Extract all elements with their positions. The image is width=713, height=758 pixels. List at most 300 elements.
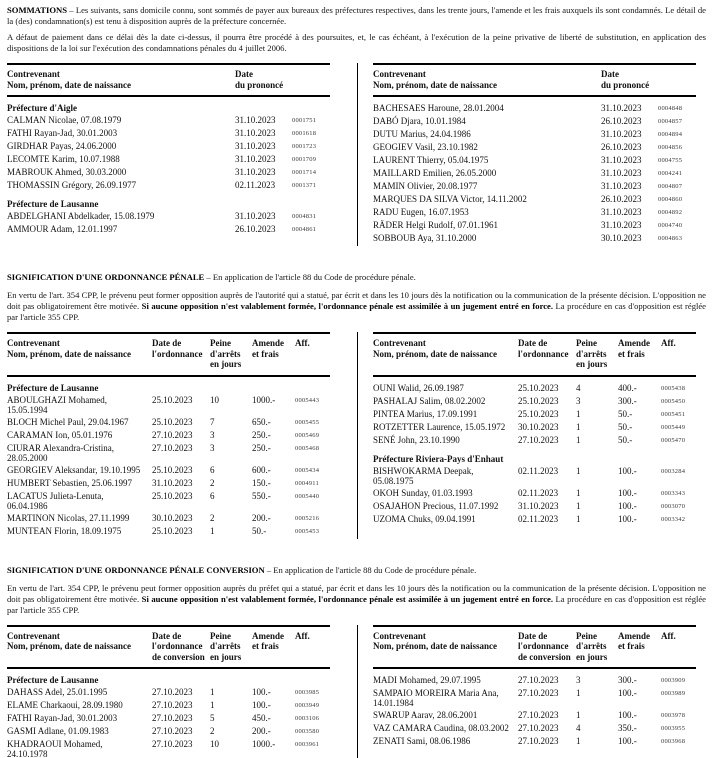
- column-header-amende: Amende et frais: [252, 630, 284, 651]
- cell-date: 25.10.2023: [152, 525, 193, 536]
- ordonnance-conversion-section: [7, 565, 706, 758]
- cell-name: DAHASS Adel, 25.01.1995: [7, 687, 108, 697]
- conversion-legal-notice: [7, 583, 706, 616]
- table-row: [7, 417, 330, 428]
- cell-peine: 1: [210, 525, 215, 536]
- cell-name: OUNI Walid, 26.09.1987: [373, 382, 464, 393]
- cell-peine: 10: [210, 394, 219, 405]
- cell-amende: 200.-: [252, 726, 271, 736]
- cell-date: 26.10.2023: [601, 116, 642, 126]
- cell-aff: 0005450: [661, 397, 686, 405]
- cell-date: 31.10.2023: [601, 220, 642, 230]
- cell-name: BLOCH Michel Paul, 29.04.1967: [7, 416, 129, 427]
- cell-amende: 150.-: [252, 477, 271, 488]
- cell-amende: 100.-: [618, 710, 637, 720]
- cell-peine: 1: [576, 513, 581, 524]
- table-header-row: [373, 625, 696, 670]
- table-row: [373, 220, 696, 231]
- cell-aff: 0003978: [661, 712, 686, 719]
- cell-amende: 100.-: [618, 736, 637, 746]
- prefecture-group-label: Préfecture Riviera-Pays d'Enhaut: [373, 453, 504, 464]
- cell-date: 31.10.2023: [601, 129, 642, 139]
- cell-date: 31.10.2023: [601, 207, 642, 217]
- table-row: [373, 155, 696, 166]
- column-header-aff: Aff.: [661, 338, 676, 348]
- conversion-title: SIGNIFICATION D'UNE ORDONNANCE PÉNALE CONVERSION: [7, 564, 265, 575]
- table-row: [373, 168, 696, 179]
- cell-aff: 0005434: [295, 466, 320, 474]
- ordonnance-notice-bold: Si aucune opposition n'est valablement formée, l'ordonnance pénale est assimilée à un jugement entré en force.: [141, 301, 554, 311]
- cell-name: OKOH Sunday, 01.03.1993: [373, 487, 473, 498]
- sommations-payment-notice: A défaut de paiement dans ce délai dès la date ci-dessus, il pourra être procédé à des poursuites, et, le cas échéant, à l'exécution de la peine privative de liberté de substitution, en application des dispositions de la loi sur l'exécution des condamnations pénales du 4 juillet 2006.: [7, 32, 706, 53]
- cell-date: 02.11.2023: [518, 513, 559, 524]
- cell-peine: 2: [210, 512, 215, 523]
- cell-amende: 100.-: [252, 687, 271, 697]
- cell-name: THOMASSIN Grégory, 26.09.1977: [7, 180, 137, 190]
- cell-name: RÄDER Helgi Rudolf, 07.01.1961: [373, 220, 498, 230]
- cell-name: GEORGIEV Aleksandar, 19.10.1995: [7, 464, 141, 475]
- table-body: [373, 97, 696, 244]
- cell-amende: 300.-: [618, 395, 637, 406]
- cell-name: GIRDHAR Payas, 24.06.2000: [7, 141, 117, 151]
- cell-amende: 1000.-: [252, 394, 276, 405]
- table-row: [7, 687, 330, 698]
- cell-date: 25.10.2023: [152, 416, 193, 427]
- cell-aff: 0003985: [295, 689, 320, 696]
- cell-peine: 5: [210, 713, 215, 723]
- table-row: [373, 207, 696, 218]
- conversion-notice-end: La procédure en cas d'opposition est réglée par l'article 355 CPP.: [7, 593, 707, 615]
- table-row: [7, 167, 330, 178]
- ordonnance-title-line: [7, 272, 706, 283]
- cell-aff: 0005468: [295, 444, 320, 452]
- column-header-amende: Amende et frais: [618, 338, 650, 359]
- column-header-date: Date de l'ordonnance de conversion: [152, 630, 205, 662]
- table-row: [373, 688, 696, 708]
- ordonnance-notice-start: En vertu de l'art. 354 CPP, le prévenu peut former opposition auprès de l'autorité qui a statué, par écrit et dans les 10 jours dès la notification ou la communication de la présente décision. L'opposition ne doit pas obligatoirement être motivée.: [7, 290, 706, 311]
- cell-amende: 100.-: [618, 500, 637, 511]
- cell-amende: 50.-: [618, 408, 633, 419]
- prefecture-group-label: Préfecture de Lausanne: [7, 675, 99, 685]
- table-row: [7, 395, 330, 415]
- cell-aff: 0003955: [661, 725, 686, 732]
- table-header-row: [7, 63, 330, 97]
- cell-aff: 0004861: [292, 226, 317, 233]
- column-header-name: Contrevenant Nom, prénom, date de naissance: [7, 69, 131, 90]
- cell-aff: 0001751: [292, 117, 317, 124]
- cell-amende: 200.-: [252, 512, 271, 523]
- column-header-date: Date de l'ordonnance de conversion: [518, 630, 571, 662]
- sommations-table: [7, 63, 706, 246]
- cell-aff: 0001709: [292, 156, 317, 163]
- table-row: [373, 435, 696, 446]
- cell-name: AMMOUR Adam, 12.01.1997: [7, 224, 118, 234]
- table-row: [373, 142, 696, 153]
- column-header-peine: Peine d'arrêts en jours: [576, 630, 608, 662]
- cell-date: 25.10.2023: [518, 395, 559, 406]
- ordonnance-legal-notice: [7, 290, 706, 323]
- cell-aff: 0003968: [661, 738, 686, 745]
- cell-aff: 0001371: [292, 182, 317, 189]
- cell-amende: 250.-: [252, 442, 271, 453]
- cell-aff: 0005453: [295, 527, 320, 535]
- cell-name: FATHI Rayan-Jad, 30.01.2003: [7, 128, 118, 138]
- table-left-half: [7, 63, 330, 246]
- cell-peine: 7: [210, 416, 215, 427]
- table-row: [373, 675, 696, 686]
- cell-amende: 100.-: [618, 465, 637, 476]
- cell-aff: 0004911: [295, 479, 319, 487]
- sommations-intro-text: – Les suivants, sans domicile connu, sont sommés de payer aux bureaux des préfectures respectives, dans les trente jours, l'amende et les frais auxquels ils sont condamnés. Le détail de la (des) condamnation(s) est tenu à disposition auprès de la préfecture concernée.: [7, 5, 706, 26]
- table-row: [7, 211, 330, 222]
- ordonnance-notice-end: La procédure en cas d'opposition est réglée par l'article 355 CPP.: [7, 301, 707, 322]
- table-body: [373, 377, 696, 525]
- cell-name: ABOULGHAZI Mohamed, 15.05.1994: [7, 394, 107, 415]
- cell-name: LAURENT Thierry, 05.04.1975: [373, 155, 489, 165]
- table-row: [7, 478, 330, 489]
- ordonnance-title-rest: – En application de l'article 88 du Code de procédure pénale.: [204, 272, 416, 282]
- table-row: [7, 154, 330, 165]
- cell-date: 27.10.2023: [518, 736, 559, 746]
- cell-name: LACATUS Julieta-Lenuta, 06.04.1986: [7, 490, 104, 511]
- cell-aff: 0005451: [661, 410, 686, 418]
- cell-date: 31.10.2023: [601, 181, 642, 191]
- cell-date: 27.10.2023: [518, 434, 559, 445]
- cell-aff: 0005440: [295, 492, 320, 500]
- cell-date: 02.11.2023: [518, 487, 559, 498]
- table-row: [7, 430, 330, 441]
- cell-date: 31.10.2023: [235, 115, 276, 125]
- table-row: [7, 491, 330, 511]
- column-header-name: Contrevenant Nom, prénom, date de naissance: [373, 630, 497, 651]
- prefecture-group-label: Préfecture de Lausanne: [7, 199, 99, 209]
- cell-amende: 600.-: [252, 464, 271, 475]
- table-row: [373, 466, 696, 486]
- cell-date: 27.10.2023: [152, 700, 193, 710]
- column-header-date: Date du prononcé: [235, 69, 284, 90]
- table-row: [7, 513, 330, 524]
- cell-amende: 250.-: [252, 429, 271, 440]
- table-row: [7, 115, 330, 126]
- cell-peine: 1: [576, 500, 581, 511]
- cell-aff: 0003284: [661, 467, 686, 475]
- cell-peine: 10: [210, 739, 219, 749]
- table-right-half: [373, 63, 696, 246]
- table-body: [7, 97, 330, 235]
- cell-date: 25.10.2023: [518, 408, 559, 419]
- cell-date: 27.10.2023: [152, 429, 193, 440]
- cell-name: ELAME Charkaoui, 28.09.1980: [7, 700, 123, 710]
- cell-name: VAZ CAMARA Caudina, 08.03.2002: [373, 723, 509, 733]
- cell-peine: 3: [210, 442, 215, 453]
- cell-amende: 100.-: [618, 487, 637, 498]
- cell-name: BACHESAES Haroune, 28.01.2004: [373, 103, 504, 113]
- cell-name: DABÓ Djara, 10.01.1984: [373, 116, 466, 126]
- table-row: [373, 233, 696, 244]
- cell-peine: 6: [210, 464, 215, 475]
- table-row: [7, 713, 330, 724]
- cell-aff: 0003989: [661, 690, 686, 697]
- cell-aff: 0005216: [295, 514, 320, 522]
- cell-date: 31.10.2023: [235, 154, 276, 164]
- cell-peine: 2: [210, 726, 215, 736]
- cell-aff: 0004848: [658, 105, 683, 112]
- cell-amende: 400.-: [618, 382, 637, 393]
- cell-peine: 4: [576, 723, 581, 733]
- table-row: [373, 723, 696, 734]
- cell-name: MUNTEAN Florin, 18.09.1975: [7, 525, 122, 536]
- cell-date: 31.10.2023: [601, 155, 642, 165]
- cell-date: 26.10.2023: [601, 194, 642, 204]
- cell-peine: 3: [576, 395, 581, 406]
- table-row: [373, 181, 696, 192]
- table-body: [373, 669, 696, 747]
- table-right-half: [373, 625, 696, 758]
- cell-name: GASMI Adlane, 01.09.1983: [7, 726, 109, 736]
- cell-date: 27.10.2023: [518, 723, 559, 733]
- table-row: [373, 383, 696, 394]
- column-header-amende: Amende et frais: [252, 338, 284, 359]
- cell-name: ZENATI Sami, 08.06.1986: [373, 736, 471, 746]
- cell-aff: 0004241: [658, 170, 683, 177]
- table-row: [7, 224, 330, 235]
- cell-date: 27.10.2023: [518, 688, 559, 698]
- cell-name: OSAJAHON Precious, 11.07.1992: [373, 500, 499, 511]
- column-header-peine: Peine d'arrêts en jours: [210, 338, 242, 369]
- cell-name: SOBBOUB Aya, 31.10.2000: [373, 233, 477, 243]
- column-header-aff: Aff.: [295, 630, 310, 641]
- cell-aff: 0001714: [292, 169, 317, 176]
- cell-date: 02.11.2023: [518, 465, 559, 476]
- table-row: [7, 726, 330, 737]
- cell-peine: 1: [576, 465, 581, 476]
- cell-aff: 0004863: [658, 235, 683, 242]
- cell-aff: 0005443: [295, 396, 320, 404]
- cell-peine: 1: [576, 421, 581, 432]
- cell-date: 25.10.2023: [518, 382, 559, 393]
- cell-date: 31.10.2023: [518, 500, 559, 511]
- cell-date: 27.10.2023: [152, 687, 193, 697]
- cell-amende: 100.-: [618, 688, 637, 698]
- conversion-notice-bold: Si aucune opposition n'est valablement formée, l'ordonnance pénale est assimilée à un jugement entré en force.: [141, 593, 554, 604]
- cell-date: 25.10.2023: [152, 464, 193, 475]
- cell-peine: 1: [576, 408, 581, 419]
- table-row: [7, 141, 330, 152]
- column-header-peine: Peine d'arrêts en jours: [210, 630, 242, 662]
- cell-name: CIURAR Alexandra-Cristina, 28.05.2000: [7, 442, 114, 463]
- cell-date: 26.10.2023: [235, 224, 276, 234]
- cell-date: 27.10.2023: [152, 713, 193, 723]
- cell-name: GEOGIEV Vasil, 23.10.1982: [373, 142, 478, 152]
- cell-aff: 0003070: [661, 502, 686, 510]
- ordonnance-title: SIGNIFICATION D'UNE ORDONNANCE PÉNALE: [7, 272, 205, 282]
- cell-amende: 550.-: [252, 490, 271, 501]
- table-row: [373, 194, 696, 205]
- cell-name: MABROUK Ahmed, 30.03.2000: [7, 167, 127, 177]
- cell-peine: 2: [210, 477, 215, 488]
- cell-aff: 0003106: [295, 715, 320, 722]
- cell-aff: 0003343: [661, 489, 686, 497]
- table-row: [7, 465, 330, 476]
- cell-name: SENÉ John, 23.10.1990: [373, 434, 460, 445]
- sommations-intro-paragraph: [7, 5, 706, 27]
- cell-aff: 0004755: [658, 157, 683, 164]
- cell-date: 31.10.2023: [152, 477, 193, 488]
- cell-aff: 0003961: [295, 741, 320, 748]
- cell-name: SAMPAIO MOREIRA Maria Ana, 14.01.1984: [373, 688, 499, 708]
- cell-date: 27.10.2023: [152, 739, 193, 749]
- cell-peine: 1: [576, 736, 581, 746]
- cell-peine: 1: [210, 700, 215, 710]
- column-header-peine: Peine d'arrêts en jours: [576, 338, 608, 369]
- cell-aff: 0004740: [658, 222, 683, 229]
- column-header-date: Date de l'ordonnance: [152, 338, 203, 359]
- cell-date: 25.10.2023: [152, 490, 193, 501]
- table-left-half: [7, 332, 330, 539]
- cell-amende: 100.-: [252, 700, 271, 710]
- table-row: [373, 488, 696, 499]
- column-header-amende: Amende et frais: [618, 630, 650, 651]
- column-header-name: Contrevenant Nom, prénom, date de naissance: [7, 338, 131, 359]
- cell-name: RADU Eugen, 16.07.1953: [373, 207, 469, 217]
- cell-peine: 4: [576, 382, 581, 393]
- cell-aff: 0003580: [295, 728, 320, 735]
- table-row: [373, 129, 696, 140]
- cell-date: 27.10.2023: [518, 675, 559, 685]
- cell-aff: 0001723: [292, 143, 317, 150]
- column-header-name: Contrevenant Nom, prénom, date de naissance: [373, 69, 497, 90]
- table-right-half: [373, 332, 696, 539]
- cell-date: 30.10.2023: [601, 233, 642, 243]
- cell-amende: 350.-: [618, 723, 637, 733]
- cell-aff: 0003949: [295, 702, 320, 709]
- cell-peine: 6: [210, 490, 215, 501]
- sommations-title: SOMMATIONS: [7, 5, 68, 15]
- cell-date: 30.10.2023: [518, 421, 559, 432]
- cell-aff: 0004894: [658, 131, 683, 138]
- ordonnance-table: [7, 332, 706, 539]
- column-header-aff: Aff.: [661, 630, 676, 641]
- table-row: [373, 409, 696, 420]
- cell-name: UZOMA Chuks, 09.04.1991: [373, 513, 476, 524]
- cell-aff: 0005438: [661, 384, 686, 392]
- cell-date: 31.10.2023: [235, 128, 276, 138]
- cell-amende: 50.-: [618, 421, 633, 432]
- table-left-half: [7, 625, 330, 758]
- cell-name: MARQUES DA SILVA Victor, 14.11.2002: [373, 194, 527, 204]
- table-row: [7, 526, 330, 537]
- table-body: [7, 377, 330, 537]
- table-row: [373, 422, 696, 433]
- column-header-aff: Aff.: [295, 338, 310, 348]
- table-row: [7, 180, 330, 191]
- prefecture-group-label: Préfecture de Lausanne: [7, 382, 99, 393]
- cell-peine: 3: [210, 429, 215, 440]
- cell-date: 25.10.2023: [152, 394, 193, 405]
- cell-name: MAILLARD Emilien, 26.05.2000: [373, 168, 497, 178]
- prefecture-group-label: Préfecture d'Aigle: [7, 103, 78, 113]
- cell-aff: 0001618: [292, 130, 317, 137]
- column-header-date: Date de l'ordonnance: [518, 338, 569, 359]
- cell-aff: 0004857: [658, 118, 683, 125]
- cell-peine: 1: [210, 687, 215, 697]
- cell-name: LECOMTE Karim, 10.07.1988: [7, 154, 120, 164]
- table-row: [7, 443, 330, 463]
- cell-aff: 0004807: [658, 183, 683, 190]
- cell-aff: 0004860: [658, 196, 683, 203]
- cell-date: 27.10.2023: [152, 442, 193, 453]
- cell-peine: 1: [576, 710, 581, 720]
- cell-peine: 1: [576, 688, 581, 698]
- cell-date: 31.10.2023: [235, 167, 276, 177]
- cell-name: FATHI Rayan-Jad, 30.01.2003: [7, 713, 118, 723]
- table-row: [373, 501, 696, 512]
- table-row: [7, 739, 330, 758]
- cell-date: 02.11.2023: [235, 180, 276, 190]
- table-row: [373, 514, 696, 525]
- cell-name: CALMAN Nicolae, 07.08.1979: [7, 115, 122, 125]
- cell-amende: 300.-: [618, 675, 637, 685]
- cell-peine: 3: [576, 675, 581, 685]
- table-header-row: [7, 332, 330, 377]
- cell-amende: 50.-: [252, 525, 267, 536]
- conversion-title-rest: – En application de l'article 88 du Code de procédure pénale.: [264, 564, 477, 575]
- ordonnance-penale-section: [7, 272, 706, 539]
- cell-aff: 0004892: [658, 209, 683, 216]
- table-body: [7, 669, 330, 758]
- cell-name: DUTU Marius, 24.04.1986: [373, 129, 471, 139]
- cell-name: CARAMAN Ion, 05.01.1976: [7, 429, 113, 440]
- cell-name: BISHWOKARMA Deepak, 05.08.1975: [373, 465, 474, 486]
- cell-date: 30.10.2023: [152, 512, 193, 523]
- cell-name: PINTEA Marius, 17.09.1991: [373, 408, 478, 419]
- cell-name: KHADRAOUI Mohamed, 24.10.1978: [7, 739, 103, 758]
- table-row: [7, 128, 330, 139]
- cell-date: 27.10.2023: [518, 710, 559, 720]
- cell-aff: 0003909: [661, 677, 686, 684]
- conversion-table: [7, 625, 706, 758]
- table-row: [373, 103, 696, 114]
- cell-aff: 0005455: [295, 418, 320, 426]
- cell-amende: 650.-: [252, 416, 271, 427]
- cell-peine: 1: [576, 487, 581, 498]
- cell-date: 31.10.2023: [601, 103, 642, 113]
- cell-aff: 0005449: [661, 423, 686, 431]
- cell-name: MARTINON Nicolas, 27.11.1999: [7, 512, 130, 523]
- cell-aff: 0004831: [292, 213, 317, 220]
- cell-name: MAMIN Olivier, 20.08.1977: [373, 181, 478, 191]
- cell-amende: 1000.-: [252, 739, 276, 749]
- table-header-row: [373, 332, 696, 377]
- cell-date: 31.10.2023: [235, 211, 276, 221]
- cell-amende: 450.-: [252, 713, 271, 723]
- cell-name: ROTZETTER Laurence, 15.05.1972: [373, 421, 506, 432]
- cell-name: PASHALAJ Salim, 08.02.2002: [373, 395, 486, 406]
- table-header-row: [7, 625, 330, 670]
- column-header-name: Contrevenant Nom, prénom, date de naissance: [373, 338, 497, 359]
- column-header-date: Date du prononcé: [601, 69, 650, 90]
- table-row: [7, 700, 330, 711]
- cell-date: 26.10.2023: [601, 142, 642, 152]
- table-header-row: [373, 63, 696, 97]
- conversion-notice-start: En vertu de l'art. 354 CPP, le prévenu peut former opposition auprès du préfet qui a statué, par écrit et dans les 10 jours dès la notification ou la communication de la présente décision. L'opposition ne doit pas obligatoirement être motivée.: [7, 582, 706, 604]
- cell-amende: 100.-: [618, 513, 637, 524]
- cell-name: MADI Mohamed, 29.07.1995: [373, 675, 481, 685]
- table-row: [373, 396, 696, 407]
- cell-aff: 0003342: [661, 515, 686, 523]
- cell-peine: 1: [576, 434, 581, 445]
- column-header-name: Contrevenant Nom, prénom, date de naissance: [7, 630, 131, 651]
